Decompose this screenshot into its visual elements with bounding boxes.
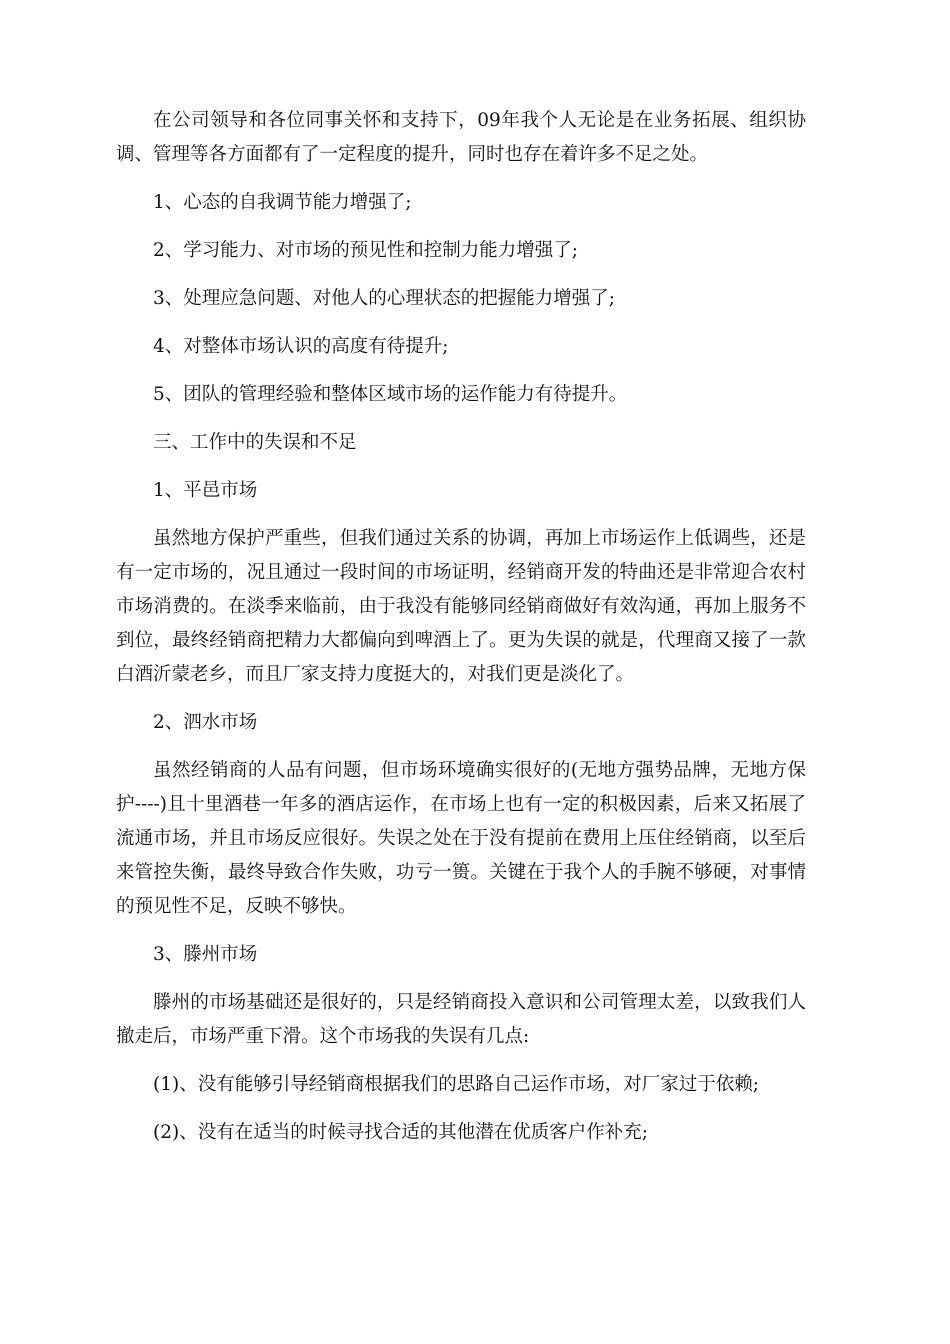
section-heading: 三、工作中的失误和不足 [153,432,357,453]
intro-paragraph: 在公司领导和各位同事关怀和支持下，09年我个人无论是在业务拓展、组织协调、管理等各方面都有了一定程度的提升，同时也存在着许多不足之处。 [116,110,806,165]
subheading-pingyi: 1、平邑市场 [153,480,258,501]
list-item-4: 4、对整体市场认识的高度有待提升; [153,336,449,357]
subheading-sishui: 2、泗水市场 [153,712,258,733]
tengzhou-point-2: (2)、没有在适当的时候寻找合适的其他潜在优质客户作补充; [153,1122,648,1143]
tengzhou-paragraph: 滕州的市场基础还是很好的，只是经销商投入意识和公司管理太差，以致我们人撤走后，市场严重下滑。这个市场我的失误有几点: [116,992,806,1047]
sishui-paragraph: 虽然经销商的人品有问题，但市场环境确实很好的(无地方强势品牌，无地方保护----)且十里酒巷一年多的酒店运作，在市场上也有一定的积极因素，后来又拓展了流通市场，并且市场反应很好。失误之处在于没有提前在费用上压住经销商，以至后来管控失衡，最终导致合作失败，功亏一篑。关键在于我个人的手腕不够硬，对事情的预见性不足，反映不够快。 [116,760,806,917]
pingyi-paragraph: 虽然地方保护严重些，但我们通过关系的协调，再加上市场运作上低调些，还是有一定市场的，况且通过一段时间的市场证明，经销商开发的特曲还是非常迎合农村市场消费的。在淡季来临前，由于我没有能够同经销商做好有效沟通，再加上服务不到位，最终经销商把精力大都偏向到啤酒上了。更为失误的就是，代理商又接了一款白酒沂蒙老乡，而且厂家支持力度挺大的，对我们更是淡化了。 [116,528,806,685]
list-item-3: 3、处理应急问题、对他人的心理状态的把握能力增强了; [153,288,616,309]
subheading-tengzhou: 3、滕州市场 [153,944,258,965]
document-page [116,104,806,1150]
list-item-1: 1、心态的自我调节能力增强了; [153,192,412,213]
tengzhou-point-1: (1)、没有能够引导经销商根据我们的思路自己运作市场，对厂家过于依赖; [153,1074,759,1095]
list-item-2: 2、学习能力、对市场的预见性和控制力能力增强了; [153,240,579,261]
list-item-5: 5、团队的管理经验和整体区域市场的运作能力有待提升。 [153,384,628,405]
